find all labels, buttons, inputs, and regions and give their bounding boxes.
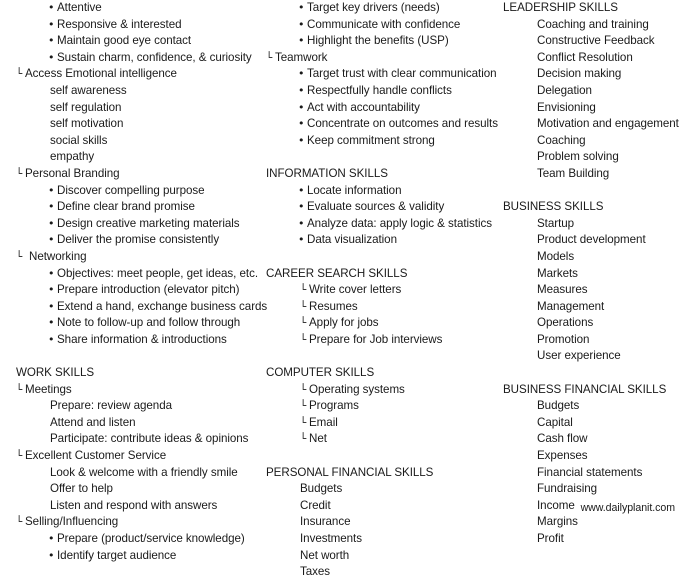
bullet-marker-icon: • bbox=[298, 17, 305, 31]
footer-website-url: www.dailyplanit.com bbox=[580, 502, 675, 514]
outline-item-label: Fundraising bbox=[537, 482, 598, 496]
outline-item-label: Analyze data: apply logic & statistics bbox=[307, 216, 492, 230]
outline-item-label: Respectfully handle conflicts bbox=[307, 83, 452, 97]
bullet-marker-icon: • bbox=[48, 34, 55, 48]
outline-item-label: Evaluate sources & validity bbox=[307, 200, 445, 214]
section-heading: WORK SKILLS bbox=[16, 366, 95, 380]
outline-bullet-item bbox=[250, 216, 492, 233]
outline-item-label: Programs bbox=[309, 399, 359, 413]
outline-plain-item bbox=[250, 514, 487, 531]
outline-bullet-item bbox=[250, 83, 487, 100]
outline-item-label: Teamwork bbox=[275, 50, 328, 64]
outline-bullet-item bbox=[0, 33, 250, 50]
outline-bullet-item bbox=[250, 100, 487, 117]
outline-bullet-item bbox=[250, 183, 487, 200]
outline-plain-item bbox=[487, 33, 683, 50]
outline-item-label: Product development bbox=[537, 233, 646, 247]
outline-item-label: Expenses bbox=[537, 449, 588, 463]
outline-plain-item bbox=[487, 116, 683, 133]
outline-item-label: self awareness bbox=[50, 83, 127, 97]
outline-branch-item bbox=[250, 50, 487, 67]
section-heading: INFORMATION SKILLS bbox=[266, 166, 388, 180]
outline-plain-item bbox=[487, 282, 683, 299]
bullet-marker-icon: • bbox=[48, 50, 55, 64]
outline-item-label: self regulation bbox=[50, 100, 122, 114]
outline-item-label: Income bbox=[537, 498, 575, 512]
outline-item-label: Operating systems bbox=[309, 382, 405, 396]
bullet-marker-icon: • bbox=[48, 266, 55, 280]
column-middle bbox=[250, 0, 498, 581]
outline-bullet-item bbox=[0, 315, 250, 332]
bullet-marker-icon: • bbox=[48, 200, 55, 214]
bullet-marker-icon: • bbox=[298, 117, 305, 131]
outline-item-label: Participate: contribute ideas & opinions bbox=[50, 432, 249, 446]
outline-item-label: self motivation bbox=[50, 117, 124, 131]
outline-item-label: empathy bbox=[50, 150, 95, 164]
outline-item-label: Operations bbox=[537, 316, 594, 330]
outline-item-label: Deliver the promise consistently bbox=[57, 233, 220, 247]
outline-item-label: Highlight the benefits (USP) bbox=[307, 34, 449, 48]
outline-item-label: User experience bbox=[537, 349, 621, 363]
outline-item-label: Target trust with clear communication bbox=[307, 67, 497, 81]
outline-item-label: Meetings bbox=[25, 382, 72, 396]
outline-item-label: Keep commitment strong bbox=[307, 133, 435, 147]
bullet-marker-icon: • bbox=[298, 34, 305, 48]
outline-item-label: Models bbox=[537, 249, 575, 263]
angle-branch-marker-icon: └ bbox=[300, 300, 307, 313]
outline-item-label: Prepare introduction (elevator pitch) bbox=[57, 283, 240, 297]
outline-item-label: Concentrate on outcomes and results bbox=[307, 117, 498, 131]
outline-plain-item bbox=[487, 514, 683, 531]
column-left bbox=[0, 0, 268, 564]
bullet-marker-icon: • bbox=[298, 67, 305, 81]
outline-plain-item bbox=[0, 431, 250, 448]
bullet-marker-icon: • bbox=[48, 332, 55, 346]
outline-item-label: Offer to help bbox=[50, 482, 113, 496]
outline-sub-branch-item bbox=[250, 398, 487, 415]
outline-bullet-item bbox=[250, 66, 497, 83]
angle-branch-marker-icon: └ bbox=[300, 400, 307, 413]
outline-item-label: Selling/Influencing bbox=[25, 515, 119, 529]
section-heading: PERSONAL FINANCIAL SKILLS bbox=[266, 465, 434, 479]
bullet-marker-icon: • bbox=[48, 316, 55, 330]
outline-plain-item bbox=[487, 83, 683, 100]
outline-item-label: Communicate with confidence bbox=[307, 17, 461, 31]
outline-item-label: Motivation and engagement bbox=[537, 117, 679, 131]
bullet-marker-icon: • bbox=[48, 233, 55, 247]
outline-item-label: Attend and listen bbox=[50, 415, 136, 429]
outline-sub-branch-item bbox=[250, 299, 487, 316]
outline-item-label: Coaching bbox=[537, 133, 586, 147]
outline-item-label: Coaching and training bbox=[537, 17, 649, 31]
outline-item-label: Networking bbox=[29, 249, 87, 263]
outline-branch-item bbox=[0, 249, 250, 266]
outline-item-label: Prepare (product/service knowledge) bbox=[57, 532, 245, 545]
outline-sub-branch-item bbox=[250, 315, 487, 332]
outline-item-label: Envisioning bbox=[537, 100, 596, 114]
outline-bullet-item bbox=[0, 332, 250, 349]
outline-plain-item bbox=[0, 481, 250, 498]
outline-item-label: Delegation bbox=[537, 83, 592, 97]
outline-bullet-item bbox=[0, 266, 259, 283]
bullet-marker-icon: • bbox=[298, 133, 305, 147]
angle-branch-marker-icon: └ bbox=[16, 68, 23, 81]
angle-branch-marker-icon: └ bbox=[16, 516, 23, 529]
section-heading: BUSINESS FINANCIAL SKILLS bbox=[503, 382, 667, 396]
angle-branch-marker-icon: └ bbox=[266, 51, 273, 64]
outline-sub-branch-item bbox=[250, 431, 487, 448]
section-heading: CAREER SEARCH SKILLS bbox=[266, 266, 408, 280]
angle-branch-marker-icon: └ bbox=[300, 317, 307, 330]
column-right bbox=[487, 0, 683, 548]
outline-item-label: Taxes bbox=[300, 565, 331, 579]
section-heading: COMPUTER SKILLS bbox=[266, 366, 375, 380]
outline-item-label: Decision making bbox=[537, 67, 622, 81]
outline-bullet-item bbox=[0, 216, 250, 233]
outline-item-label: Look & welcome with a friendly smile bbox=[50, 465, 238, 479]
bullet-marker-icon: • bbox=[298, 233, 305, 247]
outline-plain-item bbox=[250, 548, 487, 565]
outline-plain-item bbox=[487, 431, 683, 448]
outline-item-label: Budgets bbox=[300, 482, 343, 496]
outline-item-label: Constructive Feedback bbox=[537, 34, 655, 48]
bullet-marker-icon: • bbox=[298, 83, 305, 97]
outline-sub-branch-item bbox=[250, 282, 487, 299]
outline-bullet-item bbox=[250, 232, 487, 249]
outline-item-label: Prepare for Job interviews bbox=[309, 332, 443, 346]
angle-branch-marker-icon: └ bbox=[300, 333, 307, 346]
section-heading: BUSINESS SKILLS bbox=[503, 200, 604, 214]
outline-bullet-item bbox=[0, 0, 250, 17]
outline-plain-item bbox=[487, 133, 683, 150]
block-spacer bbox=[250, 448, 487, 465]
outline-item-label: Locate information bbox=[307, 183, 402, 197]
outline-item-label: Capital bbox=[537, 415, 573, 429]
outline-item-label: Measures bbox=[537, 283, 588, 297]
outline-plain-item bbox=[250, 498, 487, 515]
section-heading: LEADERSHIP SKILLS bbox=[503, 1, 618, 14]
outline-item-label: social skills bbox=[50, 133, 108, 147]
outline-item-label: Sustain charm, confidence, & curiosity bbox=[57, 50, 252, 64]
outline-plain-item bbox=[0, 100, 250, 117]
outline-item-label: Markets bbox=[537, 266, 578, 280]
bullet-marker-icon: • bbox=[48, 17, 55, 31]
outline-plain-item bbox=[487, 415, 683, 432]
bullet-marker-icon: • bbox=[298, 1, 305, 14]
outline-sub-branch-item bbox=[250, 415, 487, 432]
block-spacer bbox=[0, 348, 250, 365]
angle-branch-marker-icon: └ bbox=[300, 416, 307, 429]
outline-item-label: Promotion bbox=[537, 332, 590, 346]
outline-plain-item bbox=[487, 332, 683, 349]
outline-plain-item bbox=[0, 398, 250, 415]
outline-plain-item bbox=[487, 17, 683, 34]
outline-plain-item bbox=[487, 66, 683, 83]
block-spacer bbox=[250, 249, 487, 266]
outline-plain-item bbox=[0, 498, 250, 515]
angle-branch-marker-icon: └ bbox=[300, 433, 307, 446]
outline-plain-item bbox=[487, 50, 683, 67]
outline-branch-item bbox=[0, 448, 250, 465]
outline-branch-item bbox=[0, 382, 250, 399]
outline-item-label: Access Emotional intelligence bbox=[25, 67, 177, 81]
bullet-marker-icon: • bbox=[48, 283, 55, 297]
outline-item-label: Act with accountability bbox=[307, 100, 420, 114]
outline-plain-item bbox=[250, 564, 487, 581]
outline-plain-item bbox=[487, 249, 683, 266]
bullet-marker-icon: • bbox=[48, 299, 55, 313]
outline-item-label: Apply for jobs bbox=[309, 316, 379, 330]
outline-item-label: Excellent Customer Service bbox=[25, 449, 167, 463]
outline-branch-item bbox=[0, 66, 250, 83]
outline-item-label: Target key drivers (needs) bbox=[307, 1, 440, 14]
outline-plain-item bbox=[487, 149, 683, 166]
outline-bullet-item bbox=[0, 50, 250, 67]
outline-item-label: Discover compelling purpose bbox=[57, 183, 205, 197]
outline-plain-item bbox=[0, 133, 250, 150]
outline-bullet-item bbox=[250, 17, 487, 34]
block-spacer bbox=[250, 149, 487, 166]
outline-item-label: Responsive & interested bbox=[57, 17, 182, 31]
outline-plain-item bbox=[487, 166, 683, 183]
bullet-marker-icon: • bbox=[298, 100, 305, 114]
outline-bullet-item bbox=[250, 199, 487, 216]
outline-item-label: Investments bbox=[300, 532, 362, 545]
outline-item-label: Personal Branding bbox=[25, 166, 120, 180]
bullet-marker-icon: • bbox=[298, 216, 305, 230]
outline-plain-item bbox=[250, 531, 487, 548]
outline-bullet-item bbox=[0, 17, 250, 34]
outline-plain-item bbox=[487, 398, 683, 415]
outline-item-label: Problem solving bbox=[537, 150, 619, 164]
angle-branch-marker-icon: └ bbox=[16, 167, 23, 180]
outline-sub-branch-item bbox=[250, 382, 487, 399]
outline-item-label: Net bbox=[309, 432, 327, 446]
outline-item-label: Profit bbox=[537, 532, 564, 545]
bullet-marker-icon: • bbox=[298, 200, 305, 214]
outline-plain-item bbox=[0, 83, 250, 100]
outline-bullet-item bbox=[0, 232, 250, 249]
bullet-marker-icon: • bbox=[48, 183, 55, 197]
outline-item-label: Resumes bbox=[309, 299, 358, 313]
outline-bullet-item bbox=[0, 282, 250, 299]
angle-branch-marker-icon: └ bbox=[16, 450, 23, 463]
outline-item-label: Identify target audience bbox=[57, 548, 177, 562]
angle-branch-marker-icon: └ bbox=[300, 383, 307, 396]
outline-item-label: Objectives: meet people, get ideas, etc. bbox=[57, 266, 259, 280]
outline-bullet-item bbox=[250, 33, 487, 50]
outline-branch-item bbox=[0, 166, 250, 183]
outline-item-label: Budgets bbox=[537, 399, 580, 413]
bullet-marker-icon: • bbox=[48, 532, 55, 545]
block-spacer bbox=[487, 183, 683, 200]
outline-plain-item bbox=[0, 465, 250, 482]
outline-bullet-item bbox=[250, 116, 498, 133]
block-spacer bbox=[487, 365, 683, 382]
bullet-marker-icon: • bbox=[48, 548, 55, 562]
outline-item-label: Note to follow-up and follow through bbox=[57, 316, 241, 330]
outline-item-label: Maintain good eye contact bbox=[57, 34, 192, 48]
outline-item-label: Team Building bbox=[537, 166, 610, 180]
outline-item-label: Listen and respond with answers bbox=[50, 498, 218, 512]
outline-bullet-item bbox=[250, 0, 487, 17]
outline-bullet-item bbox=[0, 548, 250, 565]
outline-plain-item bbox=[487, 531, 683, 548]
outline-plain-item bbox=[487, 348, 683, 365]
outline-item-label: Cash flow bbox=[537, 432, 588, 446]
outline-bullet-item bbox=[0, 531, 250, 548]
outline-item-label: Data visualization bbox=[307, 233, 397, 247]
outline-plain-item bbox=[250, 481, 487, 498]
outline-item-label: Conflict Resolution bbox=[537, 50, 633, 64]
outline-item-label: Credit bbox=[300, 498, 331, 512]
outline-plain-item bbox=[487, 315, 683, 332]
outline-plain-item bbox=[487, 299, 683, 316]
outline-plain-item bbox=[487, 232, 683, 249]
outline-item-label: Extend a hand, exchange business cards bbox=[57, 299, 268, 313]
outline-item-label: Prepare: review agenda bbox=[50, 399, 172, 413]
outline-item-label: Margins bbox=[537, 515, 578, 529]
bullet-marker-icon: • bbox=[48, 216, 55, 230]
outline-plain-item bbox=[487, 100, 683, 117]
block-spacer bbox=[250, 348, 487, 365]
outline-item-label: Define clear brand promise bbox=[57, 200, 195, 214]
outline-item-label: Management bbox=[537, 299, 605, 313]
outline-item-label: Startup bbox=[537, 216, 575, 230]
angle-branch-marker-icon: └ bbox=[16, 250, 23, 263]
outline-plain-item bbox=[487, 465, 683, 482]
outline-bullet-item bbox=[0, 299, 268, 316]
angle-branch-marker-icon: └ bbox=[300, 284, 307, 297]
bullet-marker-icon: • bbox=[298, 183, 305, 197]
outline-item-label: Share information & introductions bbox=[57, 332, 227, 346]
outline-bullet-item bbox=[0, 199, 250, 216]
outline-item-label: Design creative marketing materials bbox=[57, 216, 240, 230]
bullet-marker-icon: • bbox=[48, 1, 55, 14]
outline-item-label: Write cover letters bbox=[309, 283, 402, 297]
outline-item-label: Insurance bbox=[300, 515, 351, 529]
outline-plain-item bbox=[487, 216, 683, 233]
outline-bullet-item bbox=[0, 183, 250, 200]
outline-plain-item bbox=[487, 448, 683, 465]
outline-plain-item bbox=[0, 116, 250, 133]
outline-item-label: Financial statements bbox=[537, 465, 643, 479]
outline-branch-item bbox=[0, 514, 250, 531]
outline-plain-item bbox=[487, 481, 683, 498]
outline-plain-item bbox=[0, 149, 250, 166]
angle-branch-marker-icon: └ bbox=[16, 383, 23, 396]
outline-plain-item bbox=[0, 415, 250, 432]
outline-item-label: Email bbox=[309, 415, 338, 429]
outline-bullet-item bbox=[250, 133, 487, 150]
outline-plain-item bbox=[487, 266, 683, 283]
outline-item-label: Attentive bbox=[57, 1, 102, 14]
outline-sub-branch-item bbox=[250, 332, 487, 349]
outline-item-label: Net worth bbox=[300, 548, 350, 562]
